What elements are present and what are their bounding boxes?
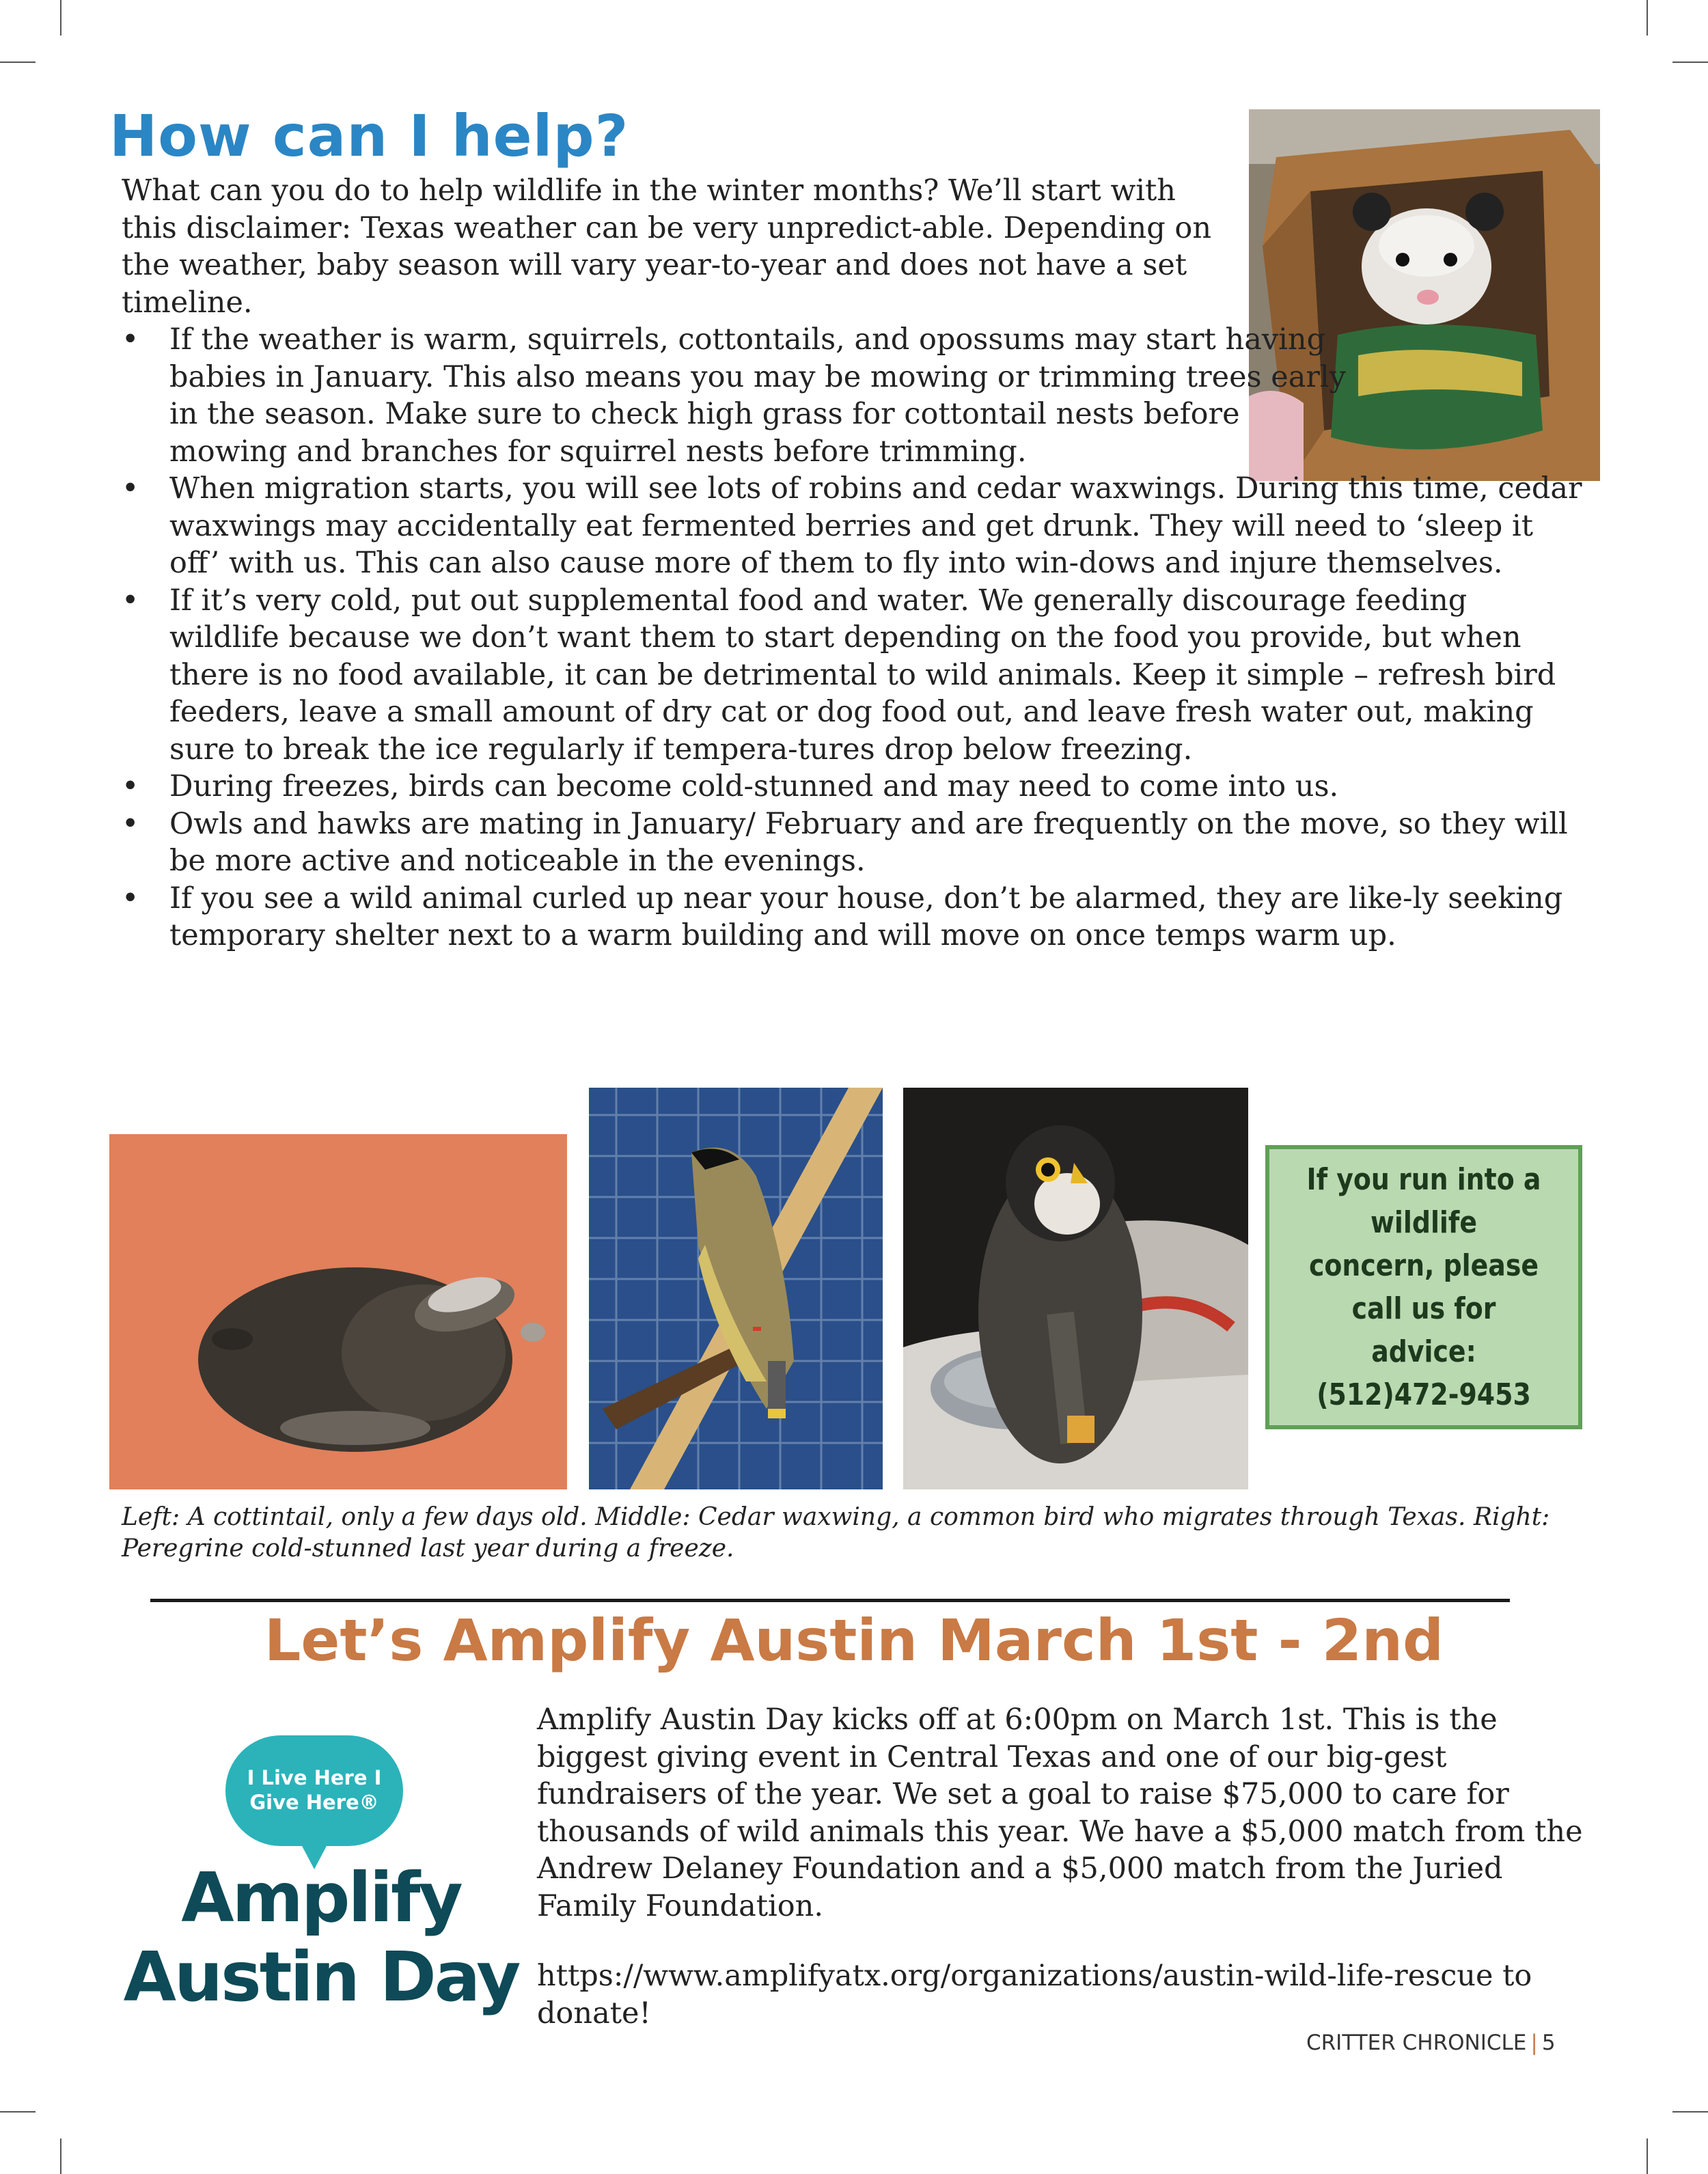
cedar-waxwing-photo bbox=[589, 1088, 883, 1489]
crop-mark bbox=[60, 2138, 61, 2174]
list-item bbox=[122, 768, 1584, 806]
list-item-text: If it’s very cold, put out supplemental food and water. We generally discourage feeding wildlife because we don’t want them to start depending on the food you provide, but when there is no food available, it can be detrimental to wild animals. Keep it simple – refresh bird feeders, leave a small amount of dry cat or dog food out, and leave fresh water out, making sure to break the ice regularly if tempera-tures drop below freezing. bbox=[169, 583, 1556, 767]
list-item-text: When migration starts, you will see lots of robins and cedar waxwings. During this time, cedar waxwings may accidentally eat fermented berries and get drunk. They will need to ‘sleep it off’ with us. This can also cause more of them to fly into win-dows and injure themselves. bbox=[169, 471, 1582, 580]
amplify-body: Amplify Austin Day kicks off at 6:00pm on March 1st. This is the biggest giving event in Central Texas and one of our big-gest fundraisers of the year. We set a goal to raise $75,000 to care for thousands of wild animals this year. We have a $5,000 match from the Andrew Delaney Foundation and a $5,000 match from the Juried Family Foundation. bbox=[537, 1703, 1583, 1923]
photo-caption: Left: A cottintail, only a few days old. Middle: Cedar waxwing, a common bird who migrates through Texas. Right: Peregrine cold-stunned last year during a freeze. bbox=[122, 1503, 1550, 1563]
bullet-icon: • bbox=[122, 769, 139, 803]
crop-mark bbox=[1647, 0, 1648, 36]
logo-brand-text: Amplify Austin Day bbox=[123, 1858, 519, 2017]
list-item-text: Owls and hawks are mating in January/ February and are frequently on the move, so they will be more active and noticeable in the evenings. bbox=[169, 806, 1568, 878]
bullet-icon: • bbox=[122, 471, 139, 506]
crop-mark bbox=[1672, 2111, 1708, 2113]
list-item bbox=[122, 582, 1584, 769]
list-item-text: If the weather is warm, squirrels, cottontails, and opossums may start having babies in January. This also means you may be mowing or trimming trees early in the season. Make sure to check high grass for cottontail nests before mowing and branches for squirrel nests before trimming. bbox=[169, 322, 1346, 469]
intro-paragraph: What can you do to help wildlife in the winter months? We’ll start with this disclaimer: Texas weather can be very unpredict-able. Depending on the weather, baby season will vary year-to-year and does not have a set timeline. bbox=[122, 174, 1212, 320]
list-item bbox=[122, 880, 1584, 954]
list-item bbox=[122, 806, 1584, 880]
publication-name: CRITTER CHRONICLE bbox=[1306, 2031, 1527, 2055]
cottontail-photo bbox=[109, 1134, 567, 1489]
page-number: 5 bbox=[1541, 2031, 1556, 2055]
section-title-amplify: Let’s Amplify Austin March 1st - 2nd bbox=[264, 1607, 1444, 1674]
footer-separator: | bbox=[1530, 2031, 1538, 2055]
tips-list bbox=[122, 321, 1584, 954]
crop-mark bbox=[0, 2111, 36, 2113]
wildlife-concern-callout bbox=[1265, 1145, 1582, 1429]
logo-bubble-text: I Live Here I Give Here® bbox=[247, 1766, 382, 1814]
crop-mark bbox=[60, 0, 61, 36]
section-divider bbox=[150, 1599, 1510, 1602]
callout-text: If you run into a wildlife concern, please call us for advice: (512)472-9453 bbox=[1306, 1162, 1541, 1412]
list-item bbox=[122, 470, 1584, 582]
donate-link[interactable]: https://www.amplifyatx.org/organizations/austin-wild-life-rescue to donate! bbox=[537, 1959, 1532, 2031]
crop-mark bbox=[1672, 61, 1708, 63]
bullet-icon: • bbox=[122, 806, 139, 841]
list-item bbox=[122, 321, 1358, 470]
peregrine-photo bbox=[903, 1088, 1248, 1489]
list-item-text: If you see a wild animal curled up near your house, don’t be alarmed, they are like-ly seeking temporary shelter next to a warm building and will move on once temps warm up. bbox=[169, 881, 1563, 952]
list-item-text: During freezes, birds can become cold-stunned and may need to come into us. bbox=[169, 769, 1339, 803]
bullet-icon: • bbox=[122, 881, 139, 916]
crop-mark bbox=[1647, 2138, 1648, 2174]
bullet-icon: • bbox=[122, 322, 139, 357]
page-footer bbox=[1306, 2031, 1556, 2055]
amplify-austin-logo bbox=[116, 1722, 526, 2029]
bullet-icon: • bbox=[122, 583, 139, 618]
crop-mark bbox=[0, 61, 36, 63]
section-title-help: How can I help? bbox=[109, 102, 629, 169]
